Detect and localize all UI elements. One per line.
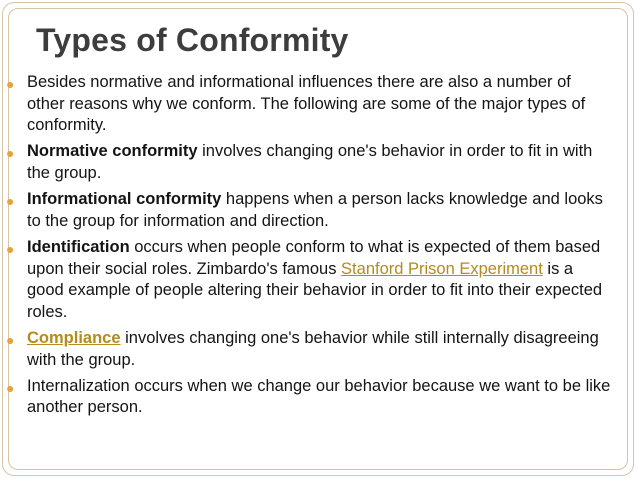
bullet-text: involves changing one's behavior while still internally disagreeing with the group. xyxy=(27,328,599,369)
slide-title: Types of Conformity xyxy=(36,22,349,58)
bullet-text: occurs when people conform to what is expected of them based upon their social roles. Zimbardo's famous xyxy=(27,237,601,278)
bullet-text: Internalization occurs when we change our behavior because we want to be like another person. xyxy=(27,376,611,417)
bullet-item-informational xyxy=(6,189,612,232)
bullet-term: Normative conformity xyxy=(27,142,198,161)
bullet-dot-icon: ● xyxy=(6,193,15,210)
bullet-dot-icon: ● xyxy=(6,240,15,257)
bullet-term: Identification xyxy=(27,237,130,256)
bullet-text: involves changing one's behavior in order to fit in with the group. xyxy=(27,142,593,182)
bullet-item-compliance xyxy=(6,328,612,371)
bullet-dot-icon: ● xyxy=(6,145,15,162)
bullet-text: is a good example of people altering their behavior in order to fit into their expected roles. xyxy=(27,259,603,321)
bullet-dot-icon: ● xyxy=(6,76,15,92)
bullet-list xyxy=(6,72,612,423)
bullet-item-intro xyxy=(6,72,612,137)
bullet-term: Informational conformity xyxy=(27,190,222,209)
bullet-text: Besides normative and informational influences there are also a number of other reasons why we conform. The following are some of the major types of conformity. xyxy=(27,73,586,135)
bullet-item-internalization xyxy=(6,376,612,419)
compliance-link[interactable]: Compliance xyxy=(27,328,121,347)
bullet-item-normative xyxy=(6,141,612,184)
bullet-dot-icon: ● xyxy=(6,379,15,396)
bullet-dot-icon: ● xyxy=(6,331,15,348)
bullet-text: happens when a person lacks knowledge and looks to the group for information and direction. xyxy=(27,190,603,230)
bullet-item-identification xyxy=(6,237,612,323)
stanford-prison-experiment-link[interactable]: Stanford Prison Experiment xyxy=(341,259,543,278)
